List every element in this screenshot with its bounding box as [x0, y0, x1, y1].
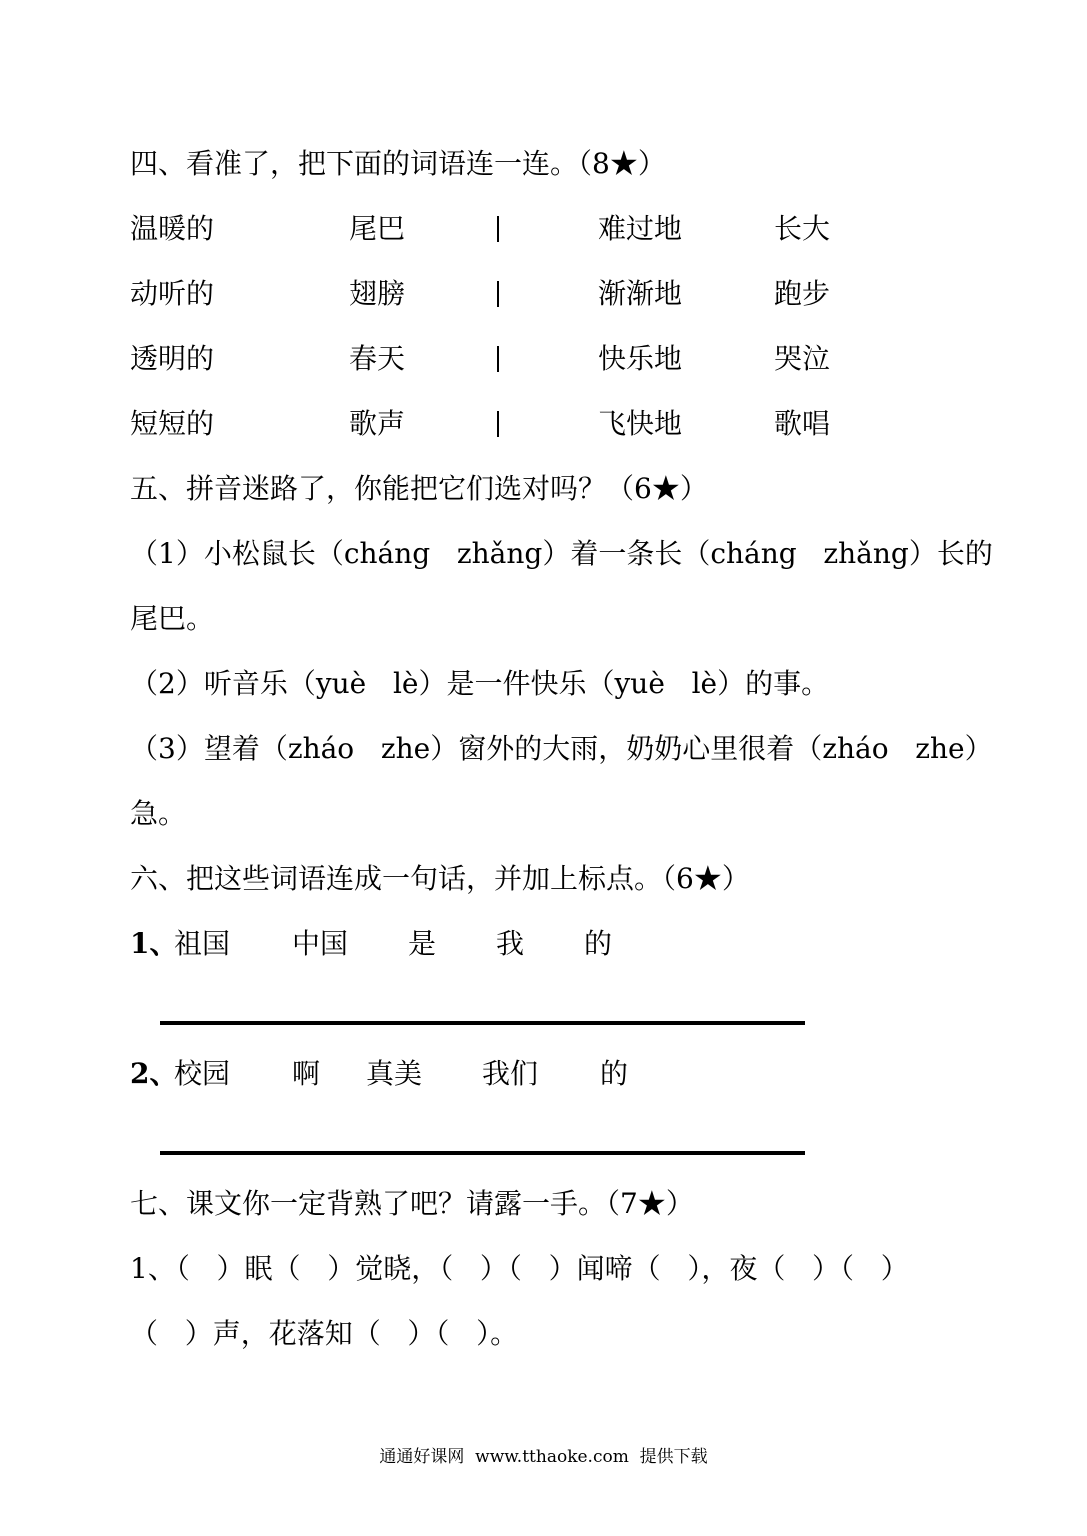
pinyin-question-3-continued: 急。	[130, 797, 187, 830]
word-card: 我	[496, 927, 525, 960]
match-right-adverb: 渐渐地	[598, 277, 683, 310]
match-right-verb: 歌唱	[774, 407, 831, 440]
word-card: 我们	[482, 1057, 539, 1090]
section5-heading: 五、拼音迷路了，你能把它们选对吗？（6★）	[130, 472, 708, 505]
match-left-noun: 尾巴	[349, 212, 406, 245]
pinyin-question-1: （1）小松鼠长（cháng zhǎng）着一条长（cháng zhǎng）长的	[130, 537, 993, 570]
answer-line	[160, 1021, 805, 1025]
section6-heading: 六、把这些词语连成一句话，并加上标点。（6★）	[130, 862, 750, 895]
pinyin-question-3: （3）望着（zháo zhe）窗外的大雨，奶奶心里很着（zháo zhe）	[130, 732, 993, 765]
word-card: 中国	[292, 927, 349, 960]
match-left-adjective: 透明的	[130, 342, 215, 375]
match-left-adjective: 温暖的	[130, 212, 215, 245]
column-divider	[497, 216, 499, 242]
word-card: 的	[600, 1057, 629, 1090]
match-right-adverb: 难过地	[598, 212, 683, 245]
match-left-noun: 歌声	[349, 407, 406, 440]
match-left-adjective: 动听的	[130, 277, 215, 310]
poem-fill-line-1: 1、（ ）眠（ ）觉晓，（ ）（ ）闻啼（ ），夜（ ）（ ）	[130, 1252, 909, 1285]
word-card: 的	[584, 927, 613, 960]
word-card: 祖国	[174, 927, 231, 960]
match-right-verb: 哭泣	[774, 342, 831, 375]
match-right-adverb: 飞快地	[598, 407, 683, 440]
word-card: 是	[408, 927, 437, 960]
answer-line	[160, 1151, 805, 1155]
match-left-noun: 春天	[349, 342, 406, 375]
word-card: 真美	[366, 1057, 423, 1090]
section7-heading: 七、课文你一定背熟了吧？请露一手。（7★）	[130, 1187, 694, 1220]
match-left-adjective: 短短的	[130, 407, 215, 440]
match-right-verb: 长大	[774, 212, 831, 245]
match-right-verb: 跑步	[774, 277, 831, 310]
footer-credit: 通通好课网 www.tthaoke.com 提供下载	[379, 1447, 708, 1467]
word-card: 啊	[292, 1057, 321, 1090]
match-left-noun: 翅膀	[349, 277, 406, 310]
column-divider	[497, 281, 499, 307]
column-divider	[497, 411, 499, 437]
match-right-adverb: 快乐地	[598, 342, 683, 375]
section4-heading: 四、看准了，把下面的词语连一连。（8★）	[130, 147, 666, 180]
question-number: 1、	[130, 927, 178, 960]
question-number: 2、	[130, 1057, 178, 1090]
word-card: 校园	[174, 1057, 231, 1090]
pinyin-question-1-continued: 尾巴。	[130, 602, 215, 635]
poem-fill-line-2: （ ）声，花落知（ ）（ ）。	[130, 1317, 519, 1350]
pinyin-question-2: （2）听音乐（yuè lè）是一件快乐（yuè lè）的事。	[130, 667, 830, 700]
column-divider	[497, 346, 499, 372]
